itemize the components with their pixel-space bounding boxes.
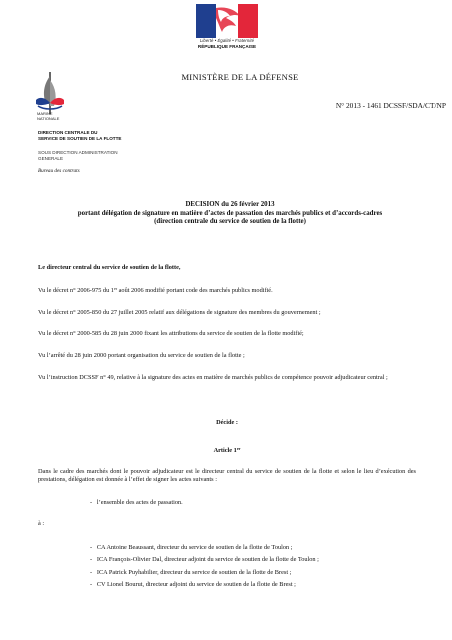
bullet: - xyxy=(90,544,93,551)
direction-line1: DIRECTION CENTRALE DU xyxy=(38,130,98,135)
bullet: - xyxy=(90,581,93,588)
vu1-post: août 2006 modifié portant code des marchés publics modifié. xyxy=(117,287,273,294)
title-line1: DECISION du 26 février 2013 xyxy=(185,201,275,208)
republic-motto: Liberté • Égalité • Fraternité xyxy=(199,38,255,43)
direction-line2: SERVICE DE SOUTIEN DE LA FLOTTE xyxy=(38,136,122,142)
title-line2: portant délégation de signature en matière d’actes de passation des marchés publics et d’accords-cadres xyxy=(77,209,383,217)
document-reference: N° 2013 - 1461 DCSSF/SDA/CT/NP xyxy=(335,101,446,110)
act-item xyxy=(90,499,183,506)
decide-heading: Décide : xyxy=(216,419,238,426)
sub-direction-line2: GENERALE xyxy=(38,156,64,162)
ministry-name: MINISTÈRE DE LA DÉFENSE xyxy=(181,72,299,82)
delegate-item xyxy=(90,544,293,551)
delegate-item xyxy=(90,569,291,576)
bullet: - xyxy=(90,569,93,576)
delegate-text: CV Lionel Bourut, directeur adjoint du service de soutien de la flotte de Brest ; xyxy=(96,581,296,588)
act-text: l’ensemble des actes de passation. xyxy=(96,499,183,506)
vu-decret-2006 xyxy=(38,287,416,295)
vu1-pre: Vu le décret n° 2006-975 du 1 xyxy=(38,287,114,294)
bullet: - xyxy=(90,556,93,563)
sous-direction xyxy=(38,150,118,162)
title-line3: (direction centrale du service de soutien de la flotte) xyxy=(154,218,306,226)
vu-arrete-2000: Vu l’arrêté du 28 juin 2000 portant organisation du service de soutien de la flotte ; xyxy=(38,352,245,359)
delegate-item xyxy=(90,556,319,563)
republic-name: RÉPUBLIQUE FRANÇAISE xyxy=(197,44,257,49)
direction-centrale xyxy=(38,130,121,142)
article-paragraph: Dans le cadre des marchés dont le pouvoir adjudicateur est le directeur central du service de soutien de la flotte et selon le lieu d’exécution des prestations, délégation est donnée à l’effet de signer les actes suivants : xyxy=(38,468,416,484)
article-sup: er xyxy=(236,446,241,451)
a-label: à : xyxy=(38,520,45,527)
sub-direction-line1: SOUS DIRECTION ADMINISTRATION xyxy=(38,150,118,155)
vu-instruction: Vu l’instruction DCSSF n° 49, relative à la signature des actes en matière de marchés publics de compétence pouvoir adjudicateur central ; xyxy=(38,374,388,381)
decision-title xyxy=(30,201,430,227)
marianne-logo xyxy=(196,4,258,38)
marine-text-line2: NATIONALE xyxy=(37,116,60,121)
vu1-sup: er xyxy=(113,286,118,291)
marine-nationale-text xyxy=(37,111,59,121)
marine-text-line1: MARINE xyxy=(37,111,53,116)
delegate-text: CA Antoine Beaussant, directeur du service de soutien de la flotte de Toulon ; xyxy=(96,544,293,551)
vu-decret-2005: Vu le décret n° 2005-850 du 27 juillet 2005 relatif aux délégations de signature des membres du gouvernement ; xyxy=(38,309,321,316)
delegate-text: ICA Patrick Puyhabilier, directeur du service de soutien de la flotte de Brest ; xyxy=(96,569,292,576)
bureau-label: Bureau des contrats xyxy=(38,168,80,174)
republic-text xyxy=(196,38,258,49)
intro-line: Le directeur central du service de soutien de la flotte, xyxy=(38,264,181,271)
delegate-item xyxy=(90,581,296,588)
vu-decret-2000: Vu le décret n° 2000-585 du 28 juin 2000 fixant les attributions du service de soutien de la flotte modifié; xyxy=(38,330,304,337)
bullet: - xyxy=(90,499,93,506)
article-pre: Article 1 xyxy=(213,447,237,454)
delegate-text: ICA François-Olivier Dal, directeur adjoint du service de soutien de la flotte de Toulon ; xyxy=(96,556,319,563)
article-heading xyxy=(38,447,416,455)
